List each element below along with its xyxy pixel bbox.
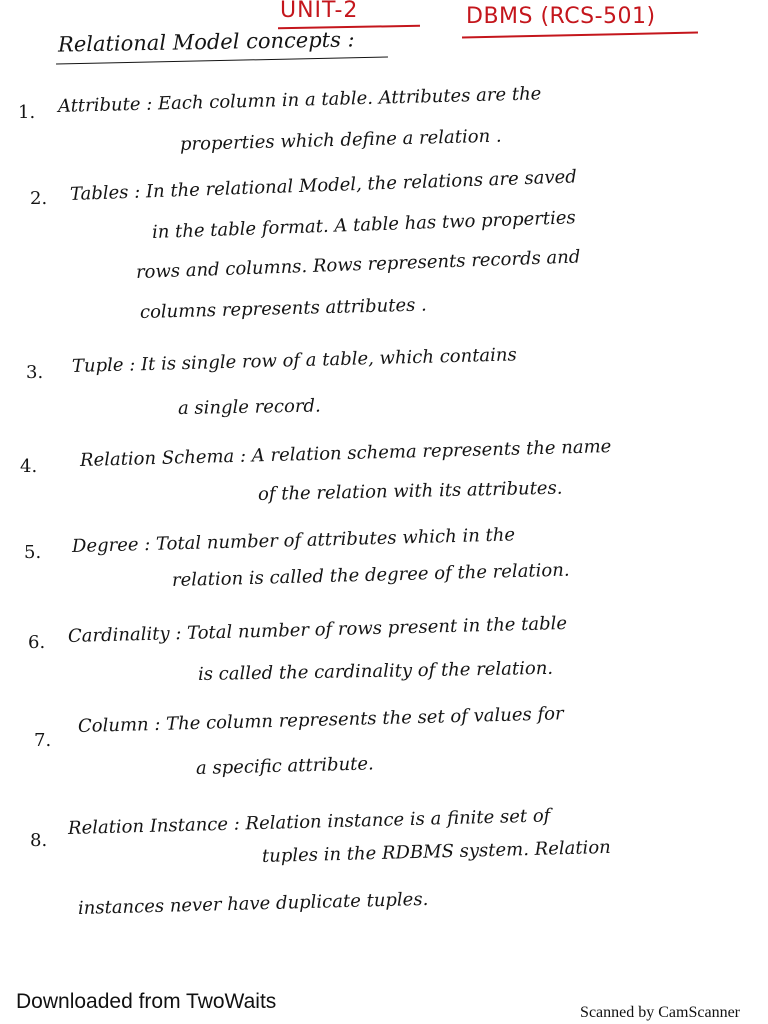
scanner-watermark: Scanned by CamScanner <box>580 1004 740 1021</box>
note-line: tuples in the RDBMS system. Relation <box>261 836 611 867</box>
item-number: 8. <box>30 830 48 851</box>
item-number: 5. <box>24 542 42 563</box>
heading-underline <box>56 57 388 65</box>
note-line: Relation Schema : A relation schema represents the name <box>79 436 612 471</box>
note-line: a specific attribute. <box>195 753 375 779</box>
note-line: Cardinality : Total number of rows present in the table <box>67 612 568 647</box>
note-line: a single record. <box>177 395 321 419</box>
download-watermark: Downloaded from TwoWaits <box>16 990 277 1013</box>
item-number: 1. <box>18 102 36 123</box>
note-line: in the table format. A table has two properties <box>151 207 577 243</box>
item-number: 2. <box>30 188 48 209</box>
note-line: properties which define a relation . <box>179 125 502 155</box>
note-line: Relation Instance : Relation instance is a finite set of <box>67 805 551 839</box>
note-line: rows and columns. Rows represents records and <box>135 246 581 283</box>
note-line: instances never have duplicate tuples. <box>77 888 429 919</box>
item-number: 3. <box>26 362 44 383</box>
note-line: Tables : In the relational Model, the relations are saved <box>69 166 578 205</box>
unit-title: UNIT-2 <box>280 0 359 23</box>
note-line: Column : The column represents the set of values for <box>77 703 564 737</box>
note-line: of the relation with its attributes. <box>257 477 563 505</box>
item-number: 7. <box>34 730 52 751</box>
note-line: columns represents attributes . <box>139 294 428 323</box>
note-line: Tuple : It is single row of a table, which contains <box>71 344 517 377</box>
note-line: Degree : Total number of attributes which in the <box>71 524 516 557</box>
note-line: is called the cardinality of the relation. <box>197 657 554 685</box>
page-heading: Relational Model concepts : <box>57 27 355 57</box>
note-line: Attribute : Each column in a table. Attributes are the <box>57 83 542 117</box>
item-number: 4. <box>20 456 38 477</box>
course-title: DBMS (RCS-501) <box>466 4 656 29</box>
note-line: relation is called the degree of the relation. <box>171 559 570 591</box>
course-underline <box>462 32 698 39</box>
item-number: 6. <box>28 632 46 653</box>
